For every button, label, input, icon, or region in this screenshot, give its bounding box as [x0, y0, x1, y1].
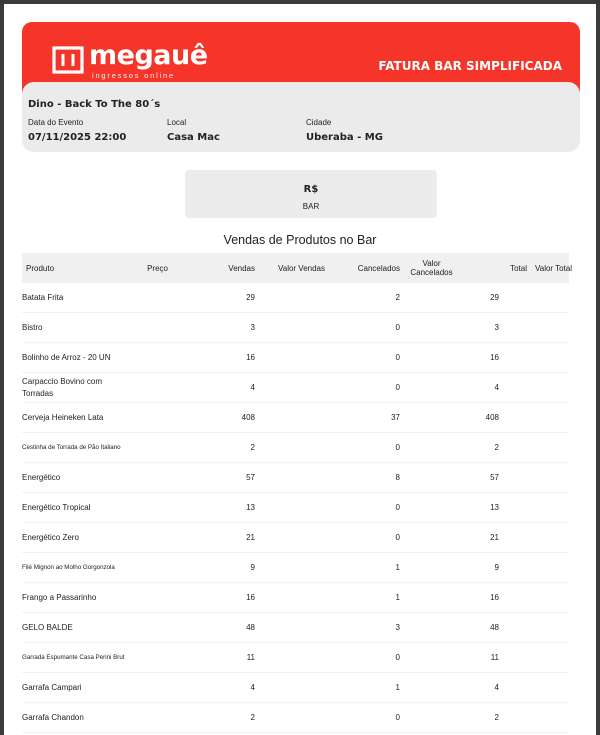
bar-summary-box	[185, 170, 437, 218]
col-header-total: Total	[459, 253, 531, 283]
cell-produto: Cestinha de Torrada de Pão Italiano	[22, 433, 135, 463]
col-header-preco: Preço	[135, 253, 172, 283]
cell-valor-vendas	[259, 313, 329, 343]
cell-total: 16	[459, 343, 531, 373]
cell-vendas: 3	[172, 313, 259, 343]
cell-produto: Cerveja Heineken Lata	[22, 403, 135, 433]
table-row	[22, 643, 569, 673]
cell-produto: Energético Zero	[22, 523, 135, 553]
summary-label: BAR	[302, 202, 320, 211]
invoice-page	[4, 4, 596, 735]
section-title: Vendas de Produtos no Bar	[223, 233, 377, 247]
cell-valor-cancelados	[404, 493, 459, 523]
cell-produto: Batata Frita	[22, 283, 135, 313]
cell-vendas: 29	[172, 283, 259, 313]
cell-valor-vendas	[259, 553, 329, 583]
cell-valor-vendas	[259, 433, 329, 463]
table-row	[22, 613, 569, 643]
cell-vendas: 2	[172, 703, 259, 733]
cell-produto: Energético	[22, 463, 135, 493]
cell-cancelados: 3	[329, 613, 404, 643]
cell-total: 4	[459, 673, 531, 703]
cell-valor-vendas	[259, 343, 329, 373]
cell-valor-total	[531, 703, 569, 733]
table-row	[22, 493, 569, 523]
table-body	[22, 283, 569, 733]
cell-vendas: 2	[172, 433, 259, 463]
cell-valor-vendas	[259, 583, 329, 613]
cell-valor-total	[531, 343, 569, 373]
cell-valor-vendas	[259, 463, 329, 493]
cell-preco	[135, 523, 172, 553]
cell-cancelados: 0	[329, 373, 404, 403]
cell-valor-cancelados	[404, 343, 459, 373]
cell-produto: Garrada Espumante Casa Perini Brut	[22, 643, 135, 673]
cell-valor-vendas	[259, 283, 329, 313]
cell-total: 16	[459, 583, 531, 613]
cell-preco	[135, 613, 172, 643]
cell-valor-total	[531, 313, 569, 343]
event-date-label: Data do Evento	[28, 118, 84, 127]
table-row	[22, 523, 569, 553]
cell-preco	[135, 553, 172, 583]
products-table	[22, 253, 573, 733]
cell-valor-cancelados	[404, 373, 459, 403]
cell-valor-vendas	[259, 613, 329, 643]
cell-preco	[135, 433, 172, 463]
table-row	[22, 343, 569, 373]
cell-preco	[135, 673, 172, 703]
table-header-row	[22, 253, 569, 283]
cell-cancelados: 0	[329, 433, 404, 463]
cell-valor-total	[531, 613, 569, 643]
cell-cancelados: 0	[329, 313, 404, 343]
cell-produto: Bolinho de Arroz - 20 UN	[22, 343, 135, 373]
table-row	[22, 703, 569, 733]
cell-cancelados: 1	[329, 583, 404, 613]
event-info-card	[22, 82, 580, 152]
table-row	[22, 673, 569, 703]
col-header-vendas: Vendas	[172, 253, 259, 283]
event-name: Dino - Back To The 80´s	[28, 99, 161, 110]
cell-valor-vendas	[259, 373, 329, 403]
cell-valor-vendas	[259, 673, 329, 703]
cell-cancelados: 0	[329, 703, 404, 733]
cell-total: 21	[459, 523, 531, 553]
cell-produto: Frango a Passarinho	[22, 583, 135, 613]
cell-total: 29	[459, 283, 531, 313]
cell-valor-cancelados	[404, 673, 459, 703]
invoice-title: FATURA BAR SIMPLIFICADA	[378, 59, 562, 73]
cell-total: 13	[459, 493, 531, 523]
cell-vendas: 4	[172, 373, 259, 403]
cell-preco	[135, 493, 172, 523]
cell-total: 48	[459, 613, 531, 643]
cell-cancelados: 2	[329, 283, 404, 313]
cell-preco	[135, 373, 172, 403]
cell-cancelados: 1	[329, 553, 404, 583]
cell-valor-total	[531, 463, 569, 493]
cell-cancelados: 37	[329, 403, 404, 433]
table-row	[22, 463, 569, 493]
cell-valor-total	[531, 553, 569, 583]
cell-valor-cancelados	[404, 523, 459, 553]
event-city-value: Uberaba - MG	[306, 132, 383, 143]
cell-preco	[135, 583, 172, 613]
cell-preco	[135, 343, 172, 373]
brand-name: megauê	[89, 40, 208, 71]
cell-valor-cancelados	[404, 643, 459, 673]
col-header-valor-total: Valor Total	[531, 253, 569, 283]
cell-valor-total	[531, 373, 569, 403]
cell-total: 408	[459, 403, 531, 433]
cell-cancelados: 0	[329, 523, 404, 553]
megaue-logo-icon	[52, 44, 84, 76]
col-header-valor-vendas: Valor Vendas	[259, 253, 329, 283]
cell-total: 3	[459, 313, 531, 343]
cell-valor-cancelados	[404, 403, 459, 433]
cell-produto: Bistro	[22, 313, 135, 343]
col-header-produto: Produto	[22, 253, 135, 283]
cell-vendas: 21	[172, 523, 259, 553]
event-date-value: 07/11/2025 22:00	[28, 132, 127, 143]
cell-produto: Garrafa Campari	[22, 673, 135, 703]
summary-currency: R$	[303, 184, 319, 195]
cell-valor-vendas	[259, 523, 329, 553]
cell-total: 4	[459, 373, 531, 403]
cell-valor-cancelados	[404, 283, 459, 313]
cell-cancelados: 1	[329, 673, 404, 703]
table-row	[22, 283, 569, 313]
cell-valor-cancelados	[404, 703, 459, 733]
cell-valor-vendas	[259, 643, 329, 673]
cell-vendas: 13	[172, 493, 259, 523]
cell-total: 11	[459, 643, 531, 673]
cell-cancelados: 0	[329, 343, 404, 373]
brand-tagline: ingressos online	[92, 71, 175, 80]
cell-valor-cancelados	[404, 313, 459, 343]
cell-valor-total	[531, 433, 569, 463]
cell-preco	[135, 703, 172, 733]
cell-valor-total	[531, 643, 569, 673]
cell-total: 57	[459, 463, 531, 493]
cell-preco	[135, 643, 172, 673]
cell-valor-cancelados	[404, 613, 459, 643]
cell-valor-cancelados	[404, 553, 459, 583]
cell-valor-vendas	[259, 703, 329, 733]
table-row	[22, 433, 569, 463]
cell-produto: Filé Mignon ao Molho Gorgonzola	[22, 553, 135, 583]
cell-total: 9	[459, 553, 531, 583]
table-row	[22, 403, 569, 433]
cell-vendas: 16	[172, 583, 259, 613]
col-header-cancelados: Cancelados	[329, 253, 404, 283]
event-local-label: Local	[167, 118, 187, 127]
cell-preco	[135, 283, 172, 313]
table-row	[22, 313, 569, 343]
cell-total: 2	[459, 703, 531, 733]
cell-cancelados: 0	[329, 643, 404, 673]
cell-vendas: 9	[172, 553, 259, 583]
cell-valor-total	[531, 523, 569, 553]
cell-produto: Carpaccio Bovino com Torradas	[22, 373, 135, 403]
cell-valor-total	[531, 583, 569, 613]
cell-valor-total	[531, 673, 569, 703]
cell-cancelados: 8	[329, 463, 404, 493]
event-local-value: Casa Mac	[167, 132, 220, 143]
table-row	[22, 553, 569, 583]
cell-vendas: 11	[172, 643, 259, 673]
event-city-label: Cidade	[306, 118, 332, 127]
cell-produto: GELO BALDE	[22, 613, 135, 643]
cell-produto: Garrafa Chandon	[22, 703, 135, 733]
cell-vendas: 57	[172, 463, 259, 493]
cell-total: 2	[459, 433, 531, 463]
cell-vendas: 4	[172, 673, 259, 703]
cell-valor-cancelados	[404, 463, 459, 493]
col-header-valor-cancelados: Valor Cancelados	[404, 253, 459, 283]
cell-preco	[135, 403, 172, 433]
cell-preco	[135, 313, 172, 343]
cell-valor-vendas	[259, 403, 329, 433]
cell-valor-total	[531, 403, 569, 433]
table-row	[22, 583, 569, 613]
cell-produto: Energético Tropical	[22, 493, 135, 523]
cell-preco	[135, 463, 172, 493]
cell-valor-total	[531, 283, 569, 313]
cell-valor-cancelados	[404, 583, 459, 613]
cell-vendas: 16	[172, 343, 259, 373]
cell-valor-total	[531, 493, 569, 523]
table-row	[22, 373, 569, 403]
cell-vendas: 408	[172, 403, 259, 433]
cell-valor-vendas	[259, 493, 329, 523]
cell-valor-cancelados	[404, 433, 459, 463]
cell-vendas: 48	[172, 613, 259, 643]
cell-cancelados: 0	[329, 493, 404, 523]
